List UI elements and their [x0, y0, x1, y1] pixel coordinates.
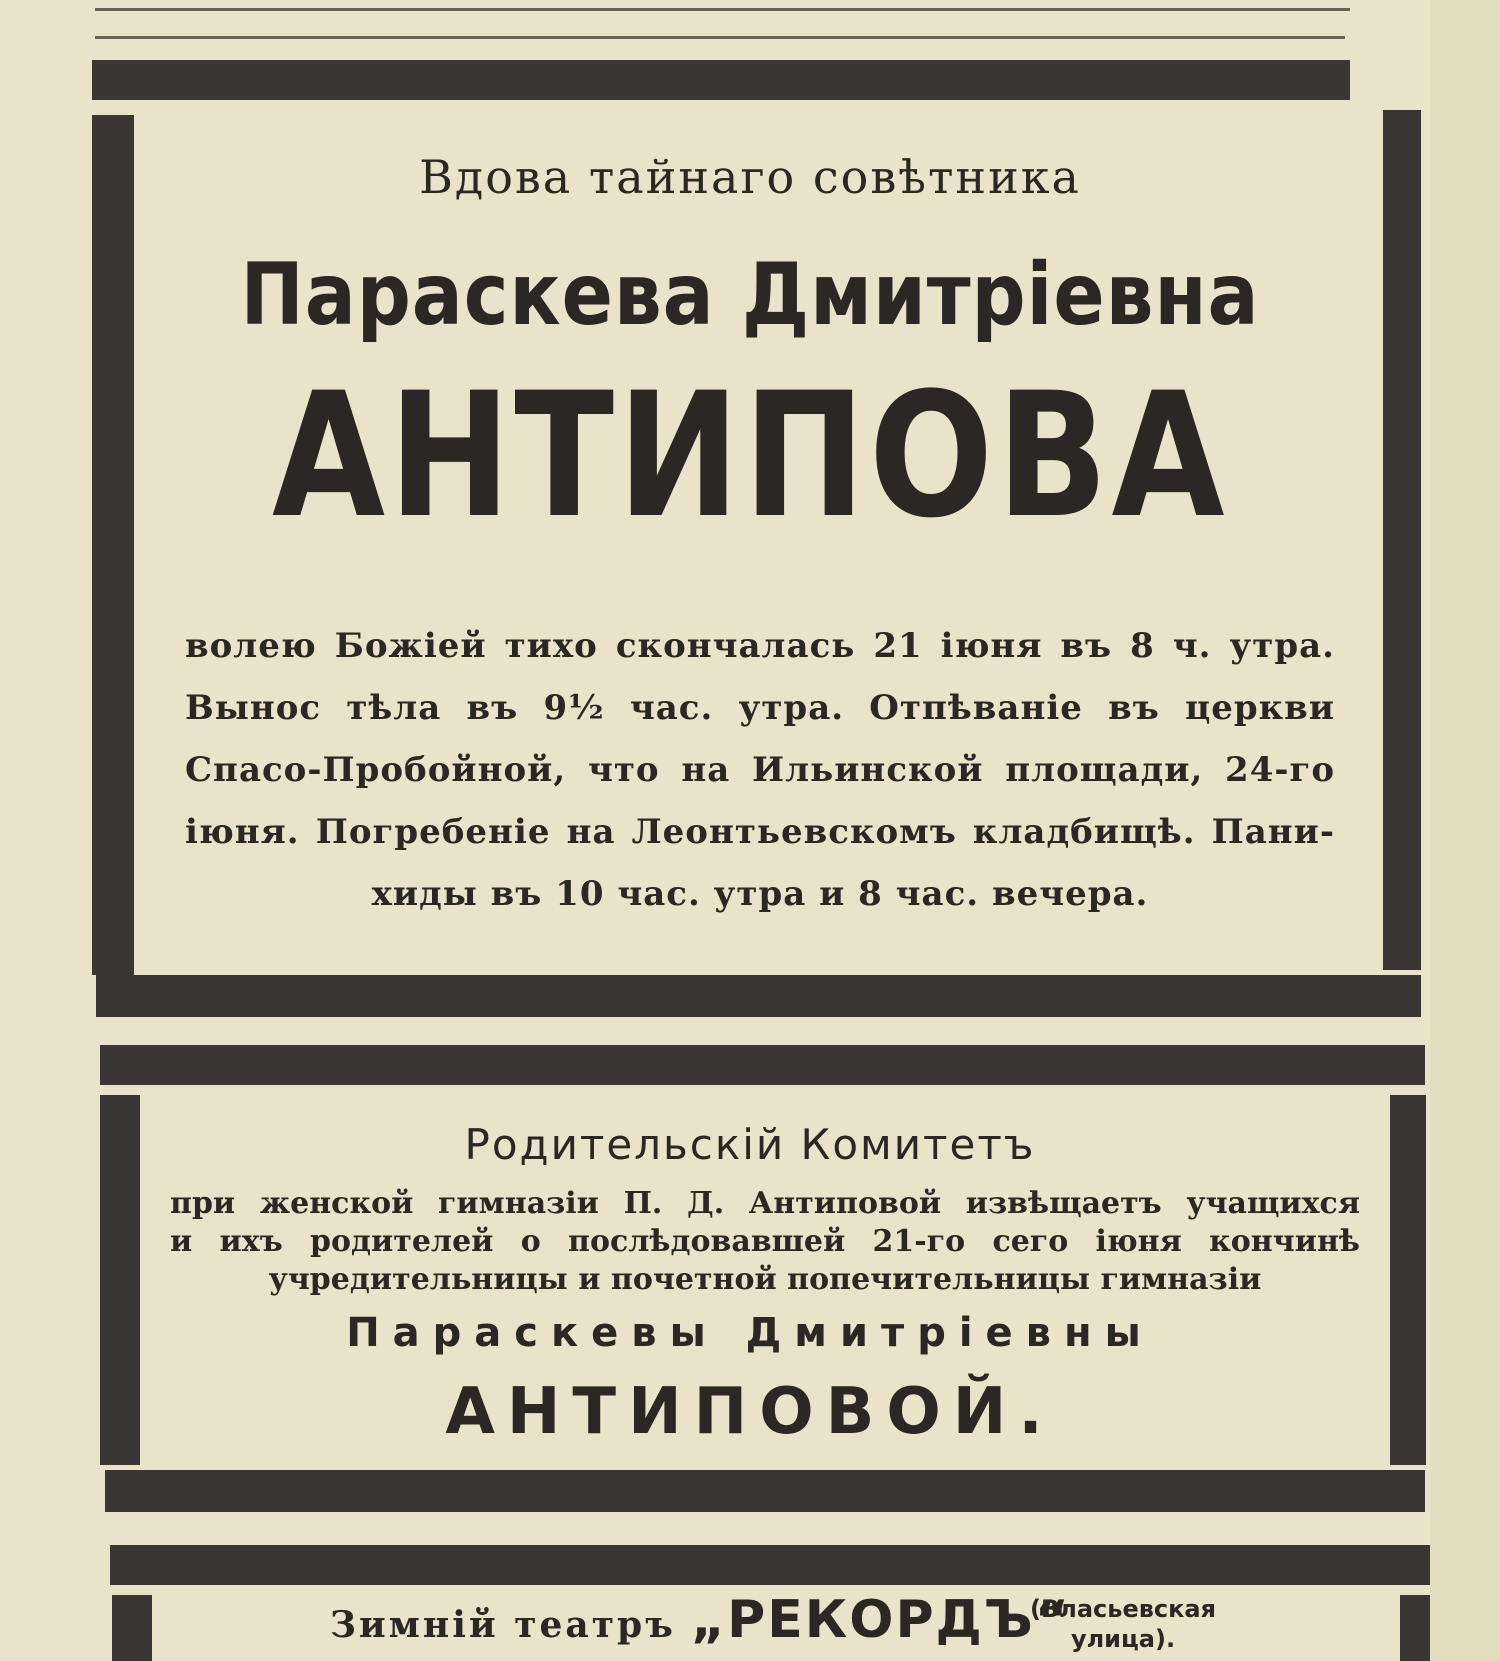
notice3-top-border [110, 1545, 1430, 1585]
theatre-name: „РЕКОРДЪ“ [690, 1590, 1071, 1650]
notice2-body-line: при женской гимназіи П. Д. Антиповой извѣщаетъ учащихся [170, 1186, 1360, 1221]
notice1-heading: Вдова тайнаго совѣтника [419, 150, 1081, 204]
notice1-body-line: іюня. Погребеніе на Леонтьевскомъ кладбищѣ. Пани- [185, 812, 1335, 852]
theatre-address-line: (Власьевская [1030, 1595, 1217, 1623]
notice1-body-line: Спасо-Пробойной, что на Ильинской площади, 24-го [185, 750, 1335, 790]
notice1-given-name: Параскева Дмитріевна [240, 245, 1260, 345]
notice1-body-line: волею Божіей тихо скончалась 21 іюня въ 8 ч. утра. [185, 626, 1335, 666]
notice2-body-line: учредительницы и почетной попечительницы гимназіи [268, 1262, 1262, 1297]
notice3-line [330, 1590, 1071, 1650]
notice1-body-line: Вынос тѣла въ 9½ час. утра. Отпѣваніе въ церкви [185, 688, 1335, 728]
notice1-surname: АНТИПОВА [271, 355, 1229, 556]
theatre-address [1030, 1594, 1216, 1654]
notice2-title: Родительскій Комитетъ [464, 1120, 1036, 1169]
theatre-address-line: улица). [1070, 1625, 1176, 1653]
notice2-surname: АНТИПОВОЙ. [445, 1375, 1055, 1449]
notice3-left-border [112, 1595, 152, 1661]
notice3-right-border [1400, 1595, 1430, 1661]
notice1-body-line: хиды въ 10 час. утра и 8 час. вечера. [371, 874, 1149, 914]
notice2-body-line: и ихъ родителей о послѣдовавшей 21-го сего іюня кончинѣ [170, 1224, 1360, 1259]
notice2-body [170, 1185, 1360, 1299]
theatre-label: Зимній театръ [330, 1604, 676, 1646]
notice2-given-name: Параскевы Дмитріевны [346, 1310, 1154, 1356]
